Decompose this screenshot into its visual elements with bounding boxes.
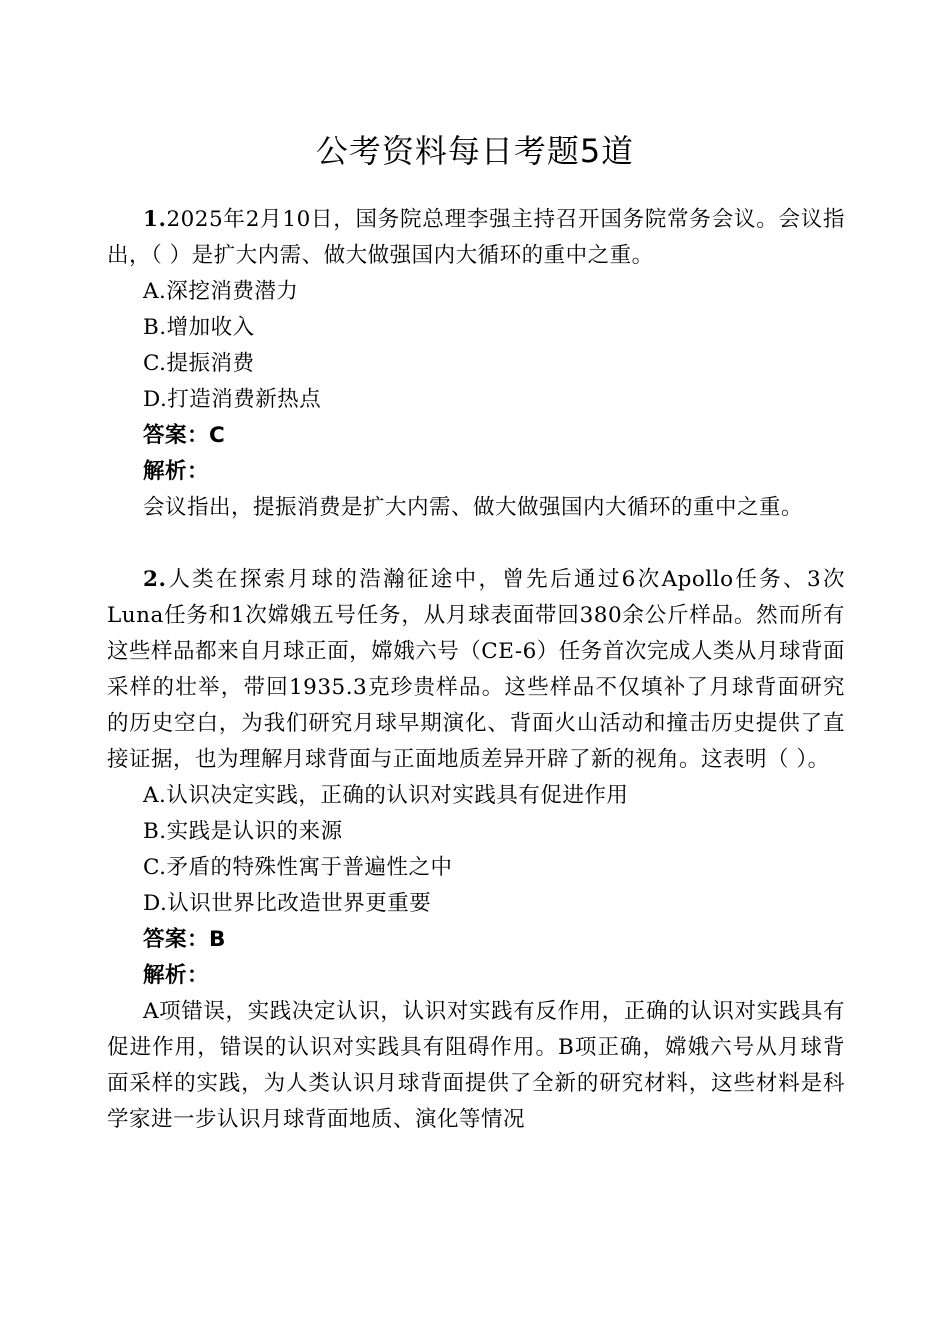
option-c: C.矛盾的特殊性寓于普遍性之中 (143, 855, 453, 880)
option-a: A.深挖消费潜力 (143, 279, 299, 304)
answer-label: 答案：B (143, 927, 226, 952)
option-d: D.打造消费新热点 (143, 387, 322, 412)
option-b: B.实践是认识的来源 (143, 819, 343, 844)
question-spacer (107, 526, 845, 562)
answer-label: 答案：C (143, 423, 226, 448)
question-stem (107, 202, 845, 274)
analysis-text: A项错误，实践决定认识，认识对实践有反作用，正确的认识对实践具有促进作用，错误的认识对实践具有阻碍作用。B项正确，嫦娥六号从月球背面采样的实践，为人类认识月球背面提供了全新的研究材料，这些材料是科学家进一步认识月球背面地质、演化等情况 (107, 999, 845, 1132)
option-c: C.提振消费 (143, 351, 255, 376)
option-a: A.认识决定实践，正确的认识对实践具有促进作用 (143, 783, 629, 808)
document-title: 公考资料每日考题5道 (315, 132, 635, 170)
analysis-text: 会议指出，提振消费是扩大内需、做大做强国内大循环的重中之重。 (143, 495, 804, 520)
analysis-label: 解析： (143, 459, 210, 484)
question-number: 2. (143, 567, 167, 592)
document-body (107, 202, 845, 1138)
question-number: 1. (143, 207, 167, 232)
analysis-label: 解析： (143, 963, 210, 988)
question-text: 2025年2月10日，国务院总理李强主持召开国务院常务会议。会议指出，（ ）是扩大内需、做大做强国内大循环的重中之重。 (107, 207, 845, 268)
question-block (107, 562, 845, 1138)
option-d: D.认识世界比改造世界更重要 (143, 891, 432, 916)
question-stem (107, 562, 845, 778)
question-text: 人类在探索月球的浩瀚征途中，曾先后通过6次Apollo任务、3次Luna任务和1次嫦娥五号任务，从月球表面带回380余公斤样品。然而所有这些样品都来自月球正面，嫦娥六号（CE-6）任务首次完成人类从月球背面采样的壮举，带回1935.3克珍贵样品。这些样品不仅填补了月球背面研究的历史空白，为我们研究月球早期演化、背面火山活动和撞击历史提供了直接证据，也为理解月球背面与正面地质差异开辟了新的视角。这表明（ ）。 (107, 567, 845, 772)
option-b: B.增加收入 (143, 315, 255, 340)
question-block (107, 202, 845, 526)
